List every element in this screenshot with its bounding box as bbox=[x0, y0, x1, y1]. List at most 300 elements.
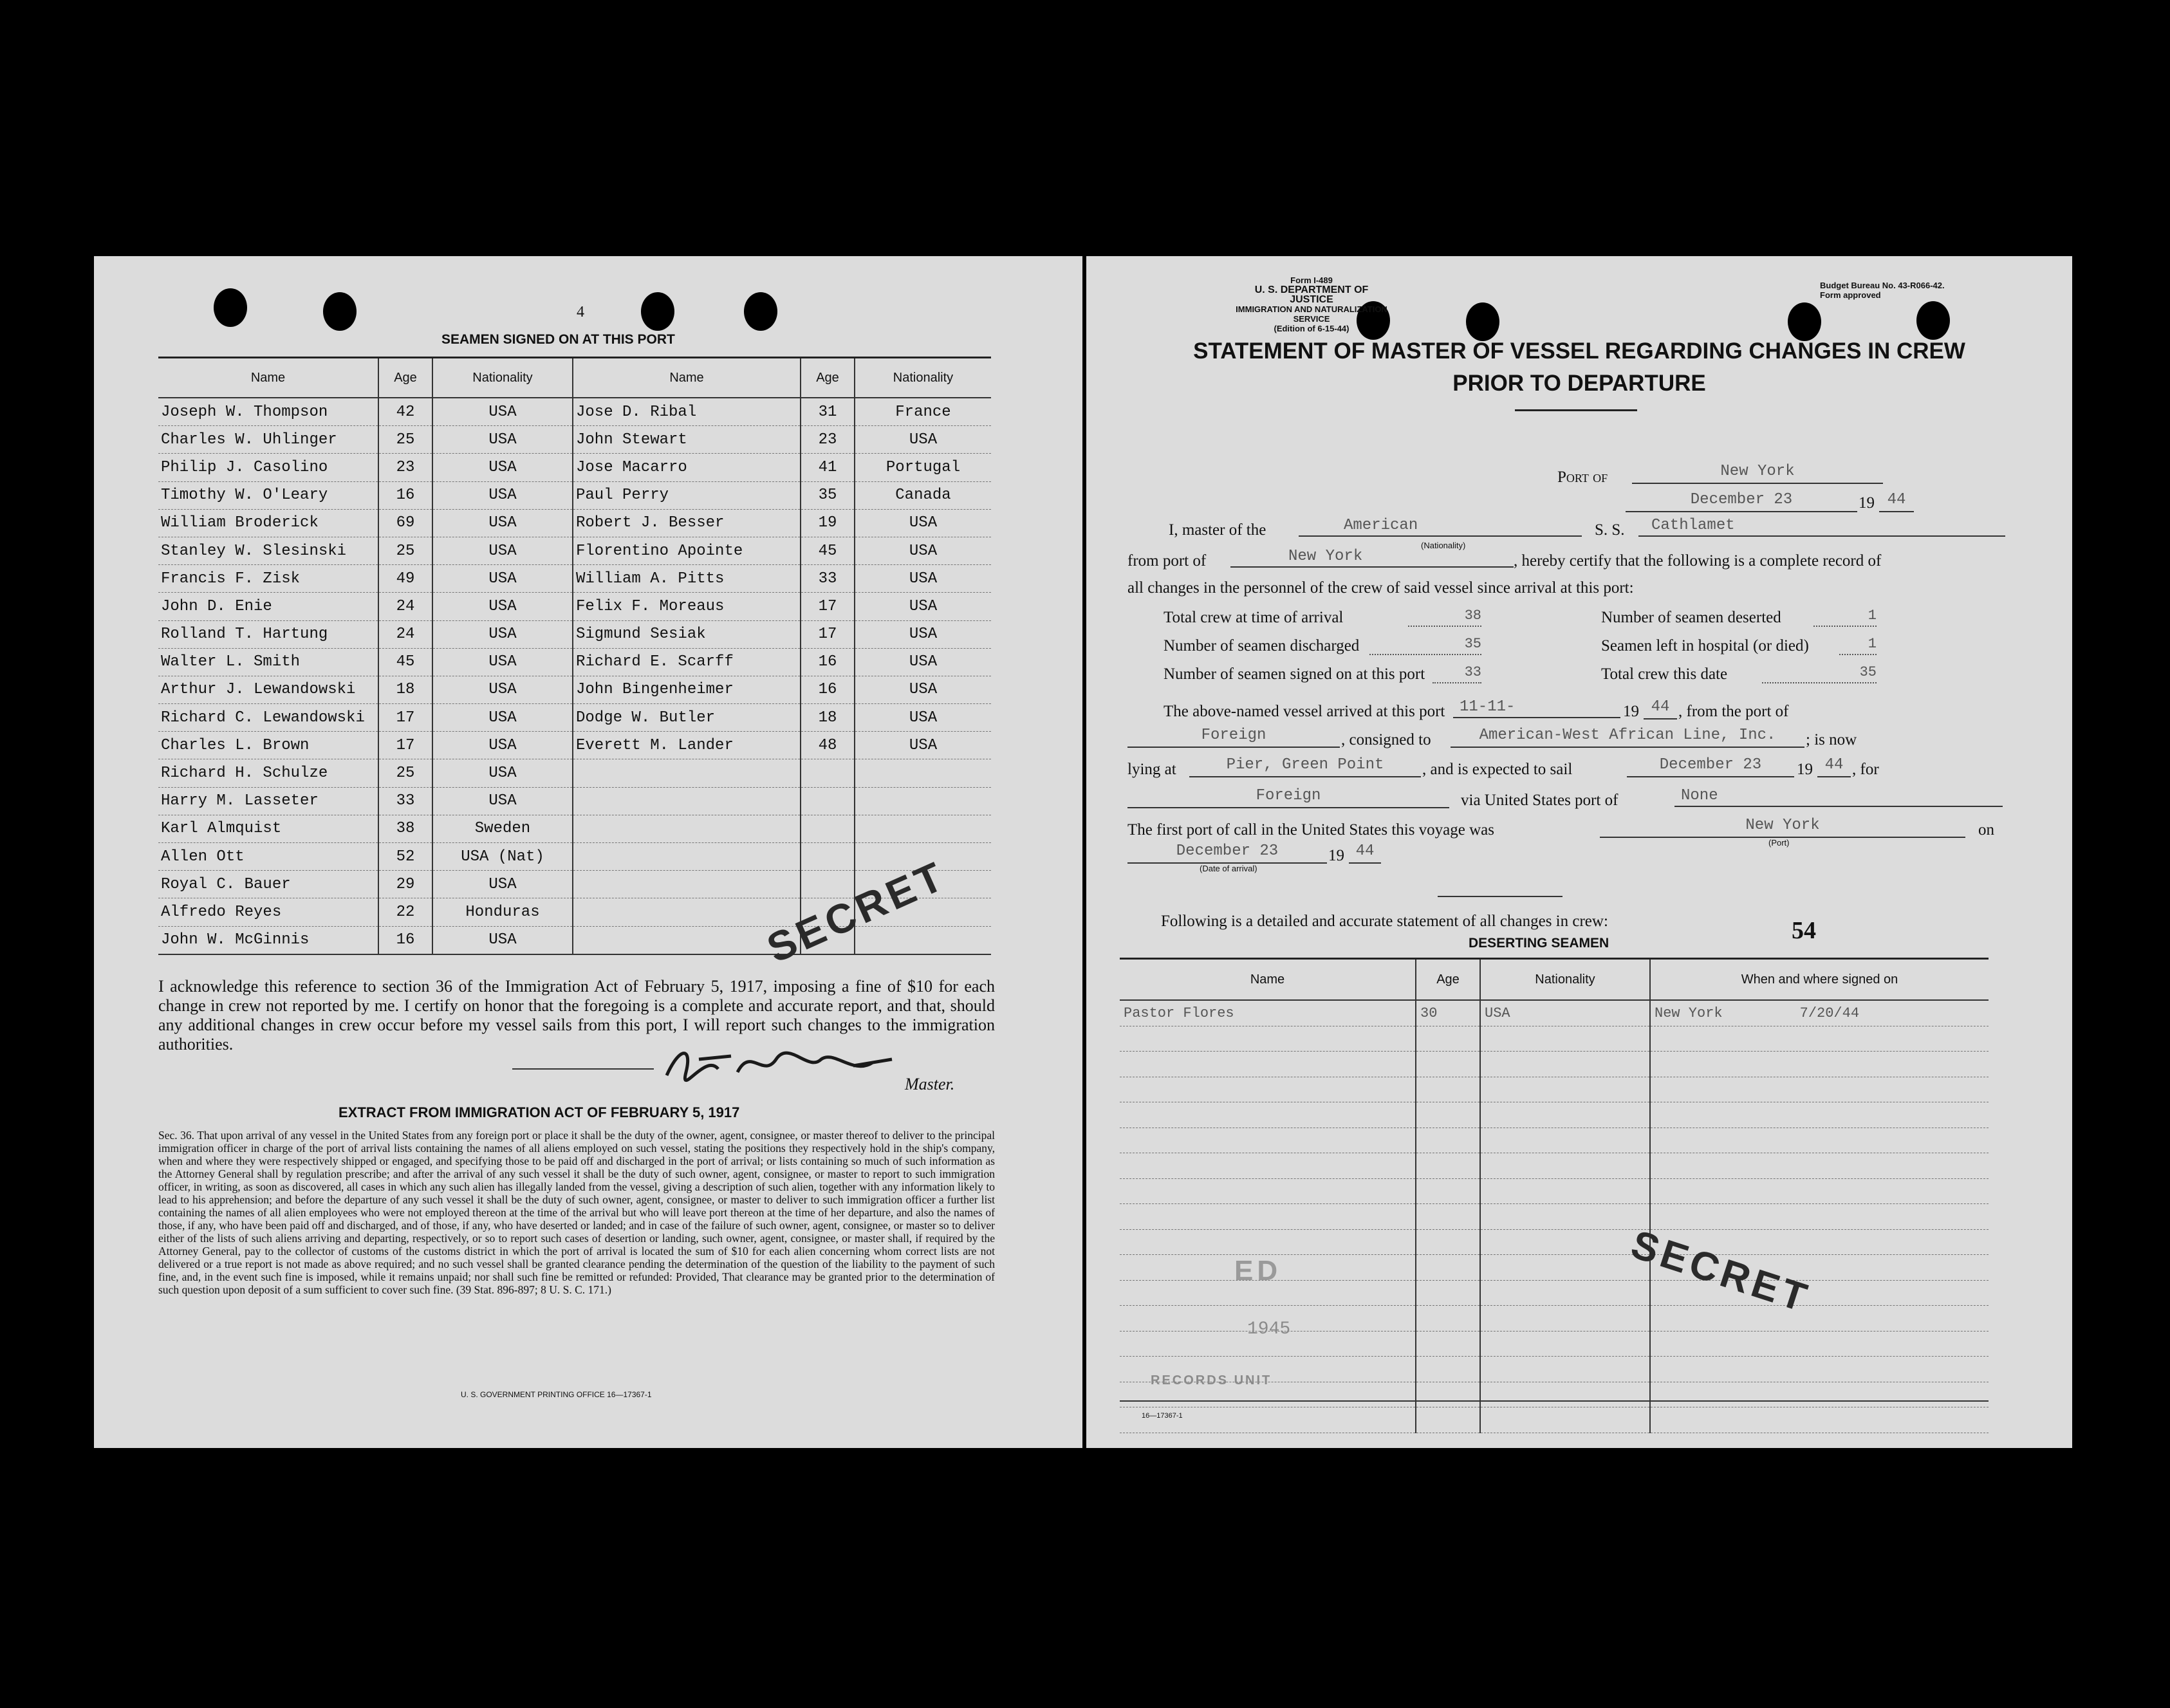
signature-label: Master. bbox=[905, 1075, 955, 1093]
crew-nationality: USA bbox=[855, 676, 991, 703]
crew-age: 19 bbox=[801, 509, 855, 537]
deserter-age: 30 bbox=[1416, 1000, 1480, 1026]
crew-name: Timothy W. O'Leary bbox=[158, 481, 378, 509]
deserting-heading: DESERTING SEAMEN bbox=[1469, 936, 1609, 951]
on-label: on bbox=[1978, 821, 1994, 839]
deserter-signed-on bbox=[1650, 1331, 1989, 1357]
crew-age: 25 bbox=[378, 537, 432, 564]
deserter-name bbox=[1120, 1229, 1416, 1255]
crew-nationality: USA bbox=[432, 481, 573, 509]
crew-nationality: USA bbox=[855, 732, 991, 759]
form-number: Form I-489 bbox=[1290, 275, 1333, 285]
deserter-age bbox=[1416, 1026, 1480, 1052]
col-header-age: Age bbox=[1416, 959, 1480, 1001]
crew-name bbox=[573, 898, 801, 926]
deserter-name bbox=[1120, 1407, 1416, 1433]
crew-age: 31 bbox=[801, 398, 855, 426]
first-port-value: New York bbox=[1600, 816, 1965, 838]
table-row bbox=[1120, 1178, 1989, 1204]
port-caption: (Port) bbox=[1768, 838, 1790, 848]
crew-age: 16 bbox=[378, 481, 432, 509]
deserter-nationality bbox=[1480, 1026, 1650, 1052]
punch-hole bbox=[641, 292, 674, 331]
deserter-age bbox=[1416, 1407, 1480, 1433]
crew-name: Charles W. Uhlinger bbox=[158, 426, 378, 454]
crew-name: John Stewart bbox=[573, 426, 801, 454]
crew-nationality: USA bbox=[432, 871, 573, 898]
crew-name: Richard C. Lewandowski bbox=[158, 704, 378, 732]
first-year-prefix: 19 bbox=[1328, 847, 1344, 864]
crew-age: 29 bbox=[378, 871, 432, 898]
col-header-age: Age bbox=[801, 358, 855, 398]
crew-name: John W. McGinnis bbox=[158, 926, 378, 954]
crew-nationality: USA bbox=[432, 732, 573, 759]
crew-nationality: Honduras bbox=[432, 898, 573, 926]
crew-age: 69 bbox=[378, 509, 432, 537]
form-title: STATEMENT OF MASTER OF VESSEL REGARDING CHANGES IN CREW bbox=[1193, 339, 1965, 364]
col-header-name: Name bbox=[573, 358, 801, 398]
crew-age: 17 bbox=[378, 704, 432, 732]
crew-age bbox=[801, 759, 855, 787]
table-row bbox=[158, 593, 991, 620]
crew-nationality: USA bbox=[432, 509, 573, 537]
crew-name: Richard H. Schulze bbox=[158, 759, 378, 787]
crew-name bbox=[573, 871, 801, 898]
crew-name: John D. Enie bbox=[158, 593, 378, 620]
service: IMMIGRATION AND NATURALIZATION SERVICE bbox=[1236, 304, 1387, 324]
crew-age: 23 bbox=[801, 426, 855, 454]
crew-age: 24 bbox=[378, 593, 432, 620]
deserter-age bbox=[1416, 1204, 1480, 1230]
deserter-age bbox=[1416, 1280, 1480, 1306]
arrived-date: 11-11- bbox=[1453, 698, 1620, 718]
deserter-signed-on bbox=[1650, 1026, 1989, 1052]
crew-age: 16 bbox=[378, 926, 432, 954]
crew-nationality: France bbox=[855, 398, 991, 426]
crew-nationality bbox=[855, 926, 991, 954]
date-value: December 23 bbox=[1626, 490, 1857, 512]
crew-age bbox=[801, 787, 855, 815]
crew-name: Alfredo Reyes bbox=[158, 898, 378, 926]
form-approved: Form approved bbox=[1820, 290, 1881, 300]
signed-on-value: 33 bbox=[1433, 663, 1481, 683]
deserter-age bbox=[1416, 1255, 1480, 1281]
footer-code: 16—17367-1 bbox=[1142, 1412, 1183, 1420]
crew-name: Rolland T. Hartung bbox=[158, 620, 378, 648]
title-rule bbox=[1515, 409, 1637, 411]
faded-stamp-text: ED bbox=[1234, 1255, 1282, 1286]
arrived-label: The above-named vessel arrived at this port bbox=[1164, 703, 1445, 720]
deserted-label: Number of seamen deserted bbox=[1601, 609, 1781, 626]
deserter-signed-on bbox=[1650, 1204, 1989, 1230]
department: U. S. DEPARTMENT OF JUSTICE bbox=[1254, 284, 1369, 305]
crew-nationality: USA bbox=[432, 426, 573, 454]
crew-nationality: Portugal bbox=[855, 454, 991, 481]
crew-nationality: USA bbox=[855, 509, 991, 537]
table-row bbox=[158, 648, 991, 676]
crew-name: Everett M. Lander bbox=[573, 732, 801, 759]
deserter-age bbox=[1416, 1153, 1480, 1179]
deserter-name bbox=[1120, 1026, 1416, 1052]
crew-age: 24 bbox=[378, 620, 432, 648]
table-row bbox=[158, 565, 991, 593]
crew-nationality bbox=[855, 787, 991, 815]
deserter-age bbox=[1416, 1178, 1480, 1204]
total-arrival-label: Total crew at time of arrival bbox=[1164, 609, 1344, 626]
crew-name bbox=[573, 787, 801, 815]
punch-hole bbox=[744, 292, 777, 331]
crew-nationality: USA bbox=[855, 620, 991, 648]
crew-nationality: USA bbox=[855, 593, 991, 620]
deserter-signed-on bbox=[1650, 1357, 1989, 1382]
deserter-signed-on bbox=[1650, 1153, 1989, 1179]
deserter-nationality bbox=[1480, 1153, 1650, 1179]
year-prefix: 19 bbox=[1859, 494, 1875, 512]
deserter-signed-on bbox=[1650, 1128, 1989, 1153]
table-row bbox=[1120, 1052, 1989, 1077]
deserter-age bbox=[1416, 1382, 1480, 1407]
port-label: Port of bbox=[1557, 469, 1608, 486]
crew-name bbox=[573, 815, 801, 842]
crew-name: Paul Perry bbox=[573, 481, 801, 509]
from-port-value: New York bbox=[1230, 547, 1514, 568]
crew-nationality: USA bbox=[432, 648, 573, 676]
right-page bbox=[1086, 256, 2072, 1448]
crew-age: 17 bbox=[801, 620, 855, 648]
lying-at-value: Pier, Green Point bbox=[1189, 756, 1421, 777]
crew-age: 25 bbox=[378, 426, 432, 454]
port-value: New York bbox=[1632, 462, 1883, 484]
from-port-of-label: , from the port of bbox=[1678, 703, 1789, 720]
for-label: , for bbox=[1852, 761, 1879, 778]
deserter-age bbox=[1416, 1102, 1480, 1128]
is-now-label: ; is now bbox=[1806, 731, 1857, 748]
signed-on-date: 7/20/44 bbox=[1799, 1005, 1860, 1021]
deserter-nationality bbox=[1480, 1204, 1650, 1230]
crew-nationality: USA bbox=[432, 926, 573, 954]
table-row bbox=[158, 815, 991, 842]
deserter-nationality bbox=[1480, 1052, 1650, 1077]
punch-hole bbox=[1466, 302, 1499, 341]
crew-age: 52 bbox=[378, 843, 432, 871]
table-row bbox=[158, 704, 991, 732]
crew-name: Charles L. Brown bbox=[158, 732, 378, 759]
signed-on-place: New York bbox=[1655, 1005, 1723, 1021]
separator-rule bbox=[1438, 896, 1563, 897]
crew-age: 42 bbox=[378, 398, 432, 426]
crew-age bbox=[801, 815, 855, 842]
crew-name: Stanley W. Slesinski bbox=[158, 537, 378, 564]
hospital-label: Seamen left in hospital (or died) bbox=[1601, 637, 1809, 654]
crew-nationality: USA bbox=[432, 620, 573, 648]
table-row bbox=[1120, 1407, 1989, 1433]
table-row bbox=[1120, 1128, 1989, 1153]
page-number: 4 bbox=[577, 304, 584, 320]
deserter-nationality bbox=[1480, 1229, 1650, 1255]
crew-nationality: USA bbox=[855, 537, 991, 564]
deserter-name bbox=[1120, 1153, 1416, 1179]
deserter-signed-on bbox=[1650, 1382, 1989, 1407]
form-header bbox=[1234, 275, 1389, 333]
extract-text: Sec. 36. That upon arrival of any vessel in the United States from any foreign port or place it shall be the duty of the owner, agent, consignee, or master thereof to deliver to the principal immigration officer in charge of the port of arrival lists containing the names of all aliens employed on such vessel, stating the positions they respectively hold in the ship's company, when and where they were respectively shipped or engaged, and specifying those to be paid off and discharged in the port of arrival; or lists containing so much of such information as the Attorney General shall by regulation prescribe; and after the arrival of any such vessel it shall be the duty of such owner, agent, consignee, or master to report to such immigration officer, in writing, as soon as discovered, all cases in which any such alien has illegally landed from the vessel, giving a description of such alien, together with any information likely to lead to his apprehension; and before the departure of any such vessel it shall be the duty of such owner, agent, consignee, or master to deliver to such immigration officer a further list containing the names of all alien employees who were not employed thereon at the time of the arrival but who will leave port thereon at the time of her departure, and also the names of those, if any, who have been paid off and discharged, and of those, if any, who have deserted or landed; and in case of the failure of such owner, agent, consignee, or master so to deliver either of the lists of such aliens arriving and departing, respectively, or so to report such cases of desertion or landing, such owner, agent, consignee, or master shall, if required by the Attorney General, pay to the collector of customs of the customs district in which the port of arrival is located the sum of $10 for each alien concerning whom correct lists are not delivered or a true report is not made as above required; and no such vessel shall be granted clearance pending the determination of the question of the liability to the payment of such fine, and, in the event such fine is imposed, while it remains unpaid; nor shall such fine be remitted or refunded: Provided, That clearance may be granted prior to the determination of such question upon deposit of a sum sufficient to cover such fine. (39 Stat. 896-897; 8 U. S. C. 171.) bbox=[158, 1129, 995, 1296]
discharged-label: Number of seamen discharged bbox=[1164, 637, 1360, 654]
hospital-value: 1 bbox=[1839, 635, 1877, 655]
crew-age: 49 bbox=[378, 565, 432, 593]
crew-name: Jose Macarro bbox=[573, 454, 801, 481]
crew-nationality bbox=[855, 815, 991, 842]
crew-age: 25 bbox=[378, 759, 432, 787]
crew-name: Florentino Apointe bbox=[573, 537, 801, 564]
year-value: 44 bbox=[1879, 490, 1914, 512]
table-row bbox=[158, 481, 991, 509]
crew-name bbox=[573, 759, 801, 787]
deserting-seamen-table bbox=[1120, 958, 1989, 1433]
secret-stamp: SECRET bbox=[760, 851, 953, 972]
crew-name: Jose D. Ribal bbox=[573, 398, 801, 426]
deserter-signed-on bbox=[1650, 1000, 1989, 1026]
arrived-year-prefix: 19 bbox=[1623, 703, 1639, 720]
crew-nationality: USA (Nat) bbox=[432, 843, 573, 871]
crew-age: 48 bbox=[801, 732, 855, 759]
deserter-age bbox=[1416, 1077, 1480, 1102]
deserter-name bbox=[1120, 1052, 1416, 1077]
crew-age: 16 bbox=[801, 676, 855, 703]
following-text: Following is a detailed and accurate statement of all changes in crew: bbox=[1161, 913, 1608, 930]
table-row bbox=[1120, 1000, 1989, 1026]
sail-year-prefix: 19 bbox=[1797, 761, 1813, 778]
signature-line bbox=[512, 1068, 654, 1070]
deserter-name bbox=[1120, 1102, 1416, 1128]
signed-on-label: Number of seamen signed on at this port bbox=[1164, 665, 1425, 683]
crew-name: Harry M. Lasseter bbox=[158, 787, 378, 815]
deserter-signed-on bbox=[1650, 1407, 1989, 1433]
table-row bbox=[1120, 1153, 1989, 1179]
table-row bbox=[158, 843, 991, 871]
col-header-nationality: Nationality bbox=[1480, 959, 1650, 1001]
crew-age: 45 bbox=[378, 648, 432, 676]
crew-age: 17 bbox=[801, 593, 855, 620]
first-port-label: The first port of call in the United States this voyage was bbox=[1127, 821, 1495, 839]
crew-age: 45 bbox=[801, 537, 855, 564]
deserter-signed-on bbox=[1650, 1102, 1989, 1128]
from-port-label: from port of bbox=[1127, 552, 1207, 570]
nationality-caption: (Nationality) bbox=[1421, 541, 1466, 550]
deserter-nationality: USA bbox=[1480, 1000, 1650, 1026]
crew-nationality: USA bbox=[432, 565, 573, 593]
deserter-signed-on bbox=[1650, 1077, 1989, 1102]
crew-name: Richard E. Scarff bbox=[573, 648, 801, 676]
deserter-age bbox=[1416, 1331, 1480, 1357]
crew-name: Robert J. Besser bbox=[573, 509, 801, 537]
deserter-name bbox=[1120, 1077, 1416, 1102]
table-row bbox=[158, 732, 991, 759]
deserter-age bbox=[1416, 1306, 1480, 1332]
ship-name: Cathlamet bbox=[1638, 516, 2005, 537]
deserter-nationality bbox=[1480, 1102, 1650, 1128]
table-row bbox=[1120, 1077, 1989, 1102]
crew-age: 18 bbox=[801, 704, 855, 732]
total-date-label: Total crew this date bbox=[1601, 665, 1728, 683]
deserter-signed-on bbox=[1650, 1178, 1989, 1204]
deserter-nationality bbox=[1480, 1331, 1650, 1357]
crew-nationality: USA bbox=[432, 787, 573, 815]
form-subtitle: PRIOR TO DEPARTURE bbox=[1452, 371, 1706, 396]
crew-nationality: USA bbox=[432, 759, 573, 787]
table-row bbox=[158, 426, 991, 454]
crew-nationality: USA bbox=[855, 426, 991, 454]
deserter-name bbox=[1120, 1128, 1416, 1153]
deserter-nationality bbox=[1480, 1382, 1650, 1407]
crew-name: William A. Pitts bbox=[573, 565, 801, 593]
deserter-name bbox=[1120, 1178, 1416, 1204]
master-label: I, master of the bbox=[1169, 521, 1266, 539]
seamen-signed-heading: SEAMEN SIGNED ON AT THIS PORT bbox=[441, 332, 675, 347]
destination-value: Foreign bbox=[1127, 786, 1449, 808]
deserter-age bbox=[1416, 1229, 1480, 1255]
crew-age: 16 bbox=[801, 648, 855, 676]
punch-hole bbox=[1788, 302, 1821, 341]
crew-age: 22 bbox=[378, 898, 432, 926]
sail-date: December 23 bbox=[1627, 756, 1794, 777]
acknowledgement-text: I acknowledge this reference to section 36 of the Immigration Act of February 5, 1917, imposing a fine of $10 for each change in crew not reported by me. I certify on honor that the foregoing is a complete and accurate report, and that, should any additional changes in crew occur before my vessel sails from this port, I will report such changes to the immigration authorities. bbox=[158, 977, 995, 1054]
deserter-signed-on bbox=[1650, 1306, 1989, 1332]
crew-age: 41 bbox=[801, 454, 855, 481]
crew-name: Joseph W. Thompson bbox=[158, 398, 378, 426]
deserter-nationality bbox=[1480, 1407, 1650, 1433]
crew-nationality: USA bbox=[432, 676, 573, 703]
crew-name: Philip J. Casolino bbox=[158, 454, 378, 481]
table-row bbox=[158, 509, 991, 537]
crew-name: Francis F. Zisk bbox=[158, 565, 378, 593]
crew-nationality: USA bbox=[855, 565, 991, 593]
deserter-nationality bbox=[1480, 1280, 1650, 1306]
deserted-value: 1 bbox=[1813, 606, 1877, 627]
crew-age: 33 bbox=[801, 565, 855, 593]
crew-age bbox=[801, 843, 855, 871]
crew-age: 18 bbox=[378, 676, 432, 703]
punch-hole bbox=[323, 292, 357, 331]
punch-hole bbox=[1916, 301, 1950, 340]
discharged-value: 35 bbox=[1369, 635, 1481, 655]
table-row bbox=[1120, 1102, 1989, 1128]
faded-stamp-year: 1945 bbox=[1247, 1319, 1291, 1339]
crew-name: Karl Almquist bbox=[158, 815, 378, 842]
total-arrival-value: 38 bbox=[1408, 606, 1481, 627]
total-date-value: 35 bbox=[1762, 663, 1877, 683]
crew-nationality: USA bbox=[855, 704, 991, 732]
table-row bbox=[158, 454, 991, 481]
crew-name: Sigmund Sesiak bbox=[573, 620, 801, 648]
crew-age: 23 bbox=[378, 454, 432, 481]
crew-nationality: USA bbox=[432, 537, 573, 564]
nationality-value: American bbox=[1299, 516, 1582, 537]
crew-nationality: USA bbox=[432, 398, 573, 426]
crew-name: Royal C. Bauer bbox=[158, 871, 378, 898]
crew-name: Arthur J. Lewandowski bbox=[158, 676, 378, 703]
date-caption: (Date of arrival) bbox=[1200, 864, 1257, 873]
left-page bbox=[94, 256, 1082, 1448]
arrived-year: 44 bbox=[1644, 698, 1677, 719]
deserter-name bbox=[1120, 1204, 1416, 1230]
crew-name: William Broderick bbox=[158, 509, 378, 537]
deserter-name: Pastor Flores bbox=[1120, 1000, 1416, 1026]
crew-name: Felix F. Moreaus bbox=[573, 593, 801, 620]
deserter-nationality bbox=[1480, 1357, 1650, 1382]
deserter-nationality bbox=[1480, 1178, 1650, 1204]
col-header-name: Name bbox=[1120, 959, 1416, 1001]
first-year: 44 bbox=[1349, 842, 1381, 864]
crew-nationality: Canada bbox=[855, 481, 991, 509]
changes-text: all changes in the personnel of the crew of said vessel since arrival at this port: bbox=[1127, 579, 1634, 597]
deserter-nationality bbox=[1480, 1306, 1650, 1332]
table-row bbox=[158, 537, 991, 564]
table-row bbox=[1120, 1204, 1989, 1230]
secret-stamp: SECRET bbox=[1626, 1221, 1816, 1322]
bottom-rule bbox=[1120, 1400, 1989, 1402]
crew-nationality: Sweden bbox=[432, 815, 573, 842]
crew-age: 38 bbox=[378, 815, 432, 842]
deserter-nationality bbox=[1480, 1077, 1650, 1102]
crew-name bbox=[573, 843, 801, 871]
crew-signed-on-table bbox=[158, 357, 991, 955]
crew-age: 17 bbox=[378, 732, 432, 759]
consigned-label: , consigned to bbox=[1341, 731, 1431, 748]
col-header-nationality: Nationality bbox=[432, 358, 573, 398]
crew-nationality: USA bbox=[855, 648, 991, 676]
col-header-when-where: When and where signed on bbox=[1650, 959, 1989, 1001]
lying-at-label: lying at bbox=[1127, 761, 1176, 778]
consignee-value: American-West African Line, Inc. bbox=[1451, 726, 1804, 748]
table-row bbox=[1120, 1229, 1989, 1255]
via-value: None bbox=[1674, 786, 2003, 807]
handwritten-number: 54 bbox=[1792, 917, 1816, 944]
crew-age: 33 bbox=[378, 787, 432, 815]
ss-label: S. S. bbox=[1595, 521, 1625, 539]
printer-line: U. S. GOVERNMENT PRINTING OFFICE 16—17367-1 bbox=[461, 1390, 652, 1399]
deserter-nationality bbox=[1480, 1128, 1650, 1153]
budget-block bbox=[1820, 281, 1945, 300]
crew-nationality bbox=[855, 759, 991, 787]
budget-number: Budget Bureau No. 43-R066-42. bbox=[1820, 281, 1945, 290]
crew-nationality: USA bbox=[432, 593, 573, 620]
crew-name: Allen Ott bbox=[158, 843, 378, 871]
sail-label: , and is expected to sail bbox=[1422, 761, 1573, 778]
table-row bbox=[158, 759, 991, 787]
certify-text: , hereby certify that the following is a complete record of bbox=[1514, 552, 1882, 570]
col-header-age: Age bbox=[378, 358, 432, 398]
faded-stamp-unit: RECORDS UNIT bbox=[1151, 1373, 1272, 1388]
master-signature bbox=[660, 1040, 931, 1091]
deserter-age bbox=[1416, 1128, 1480, 1153]
deserter-age bbox=[1416, 1052, 1480, 1077]
col-header-nationality: Nationality bbox=[855, 358, 991, 398]
sail-year: 44 bbox=[1817, 756, 1851, 777]
crew-name: John Bingenheimer bbox=[573, 676, 801, 703]
table-row bbox=[1120, 1026, 1989, 1052]
table-row bbox=[158, 398, 991, 426]
crew-nationality: USA bbox=[432, 704, 573, 732]
first-arrival-date: December 23 bbox=[1127, 842, 1327, 864]
via-label: via United States port of bbox=[1461, 792, 1618, 809]
crew-nationality: USA bbox=[432, 454, 573, 481]
origin-value: Foreign bbox=[1127, 726, 1340, 748]
table-row bbox=[158, 787, 991, 815]
punch-hole bbox=[214, 288, 247, 327]
deserter-age bbox=[1416, 1357, 1480, 1382]
crew-name: Dodge W. Butler bbox=[573, 704, 801, 732]
col-header-name: Name bbox=[158, 358, 378, 398]
crew-age: 35 bbox=[801, 481, 855, 509]
